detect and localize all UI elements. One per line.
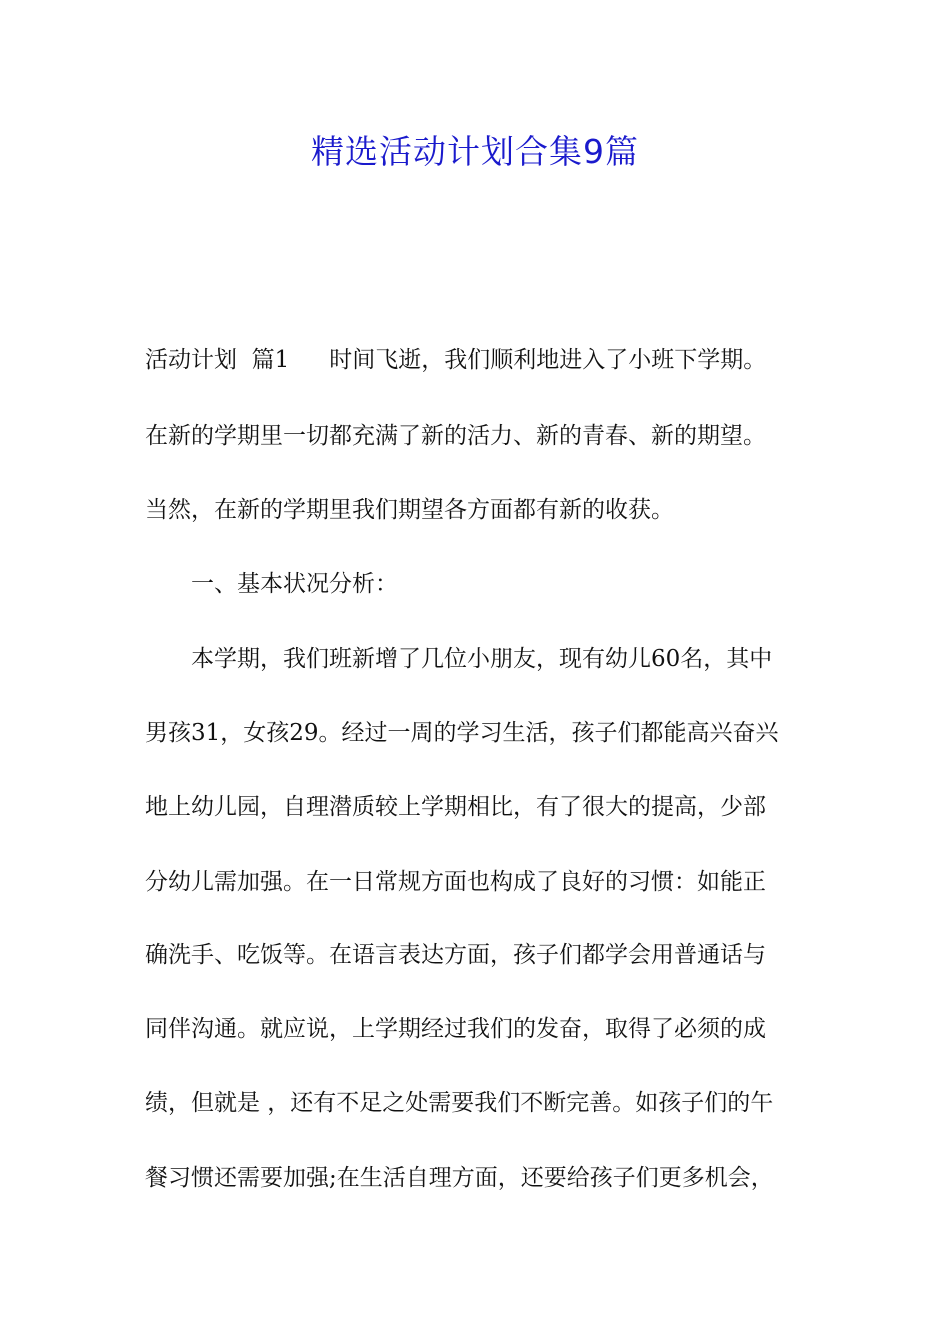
paragraph-line-8: 分幼儿需加强。在一日常规方面也构成了良好的习惯：如能正	[145, 869, 766, 895]
paragraph-line-10: 同伴沟通。就应说，上学期经过我们的发奋，取得了必须的成	[145, 1016, 766, 1042]
paragraph-line-2: 在新的学期里一切都充满了新的活力、新的青春、新的期望。	[145, 423, 766, 449]
paragraph-line-3: 当然，在新的学期里我们期望各方面都有新的收获。	[145, 497, 674, 523]
paragraph-line-7: 地上幼儿园，自理潜质较上学期相比，有了很大的提高，少部	[145, 794, 766, 820]
paragraph-line-5: 本学期，我们班新增了几位小朋友，现有幼儿60名，其中	[191, 646, 773, 672]
line-text: 时间飞逝，我们顺利地进入了小班下学期。	[329, 347, 767, 373]
paragraph-line-12: 餐习惯还需要加强;在生活自理方面，还要给孩子们更多机会，	[145, 1165, 774, 1191]
section-label: 活动计划 篇1	[145, 347, 290, 373]
paragraph-line-1	[145, 343, 810, 377]
paragraph-line-11: 绩，但就是 ，还有不足之处需要我们不断完善。如孩子们的午	[145, 1090, 774, 1116]
document-title: 精选活动计划合集9篇	[311, 132, 639, 171]
paragraph-line-6: 男孩31，女孩29。经过一周的学习生活，孩子们都能高兴奋兴	[145, 720, 779, 746]
section-heading: 一、基本状况分析：	[191, 571, 398, 597]
paragraph-line-9: 确洗手、吃饭等。在语言表达方面，孩子们都学会用普通话与	[145, 942, 766, 968]
